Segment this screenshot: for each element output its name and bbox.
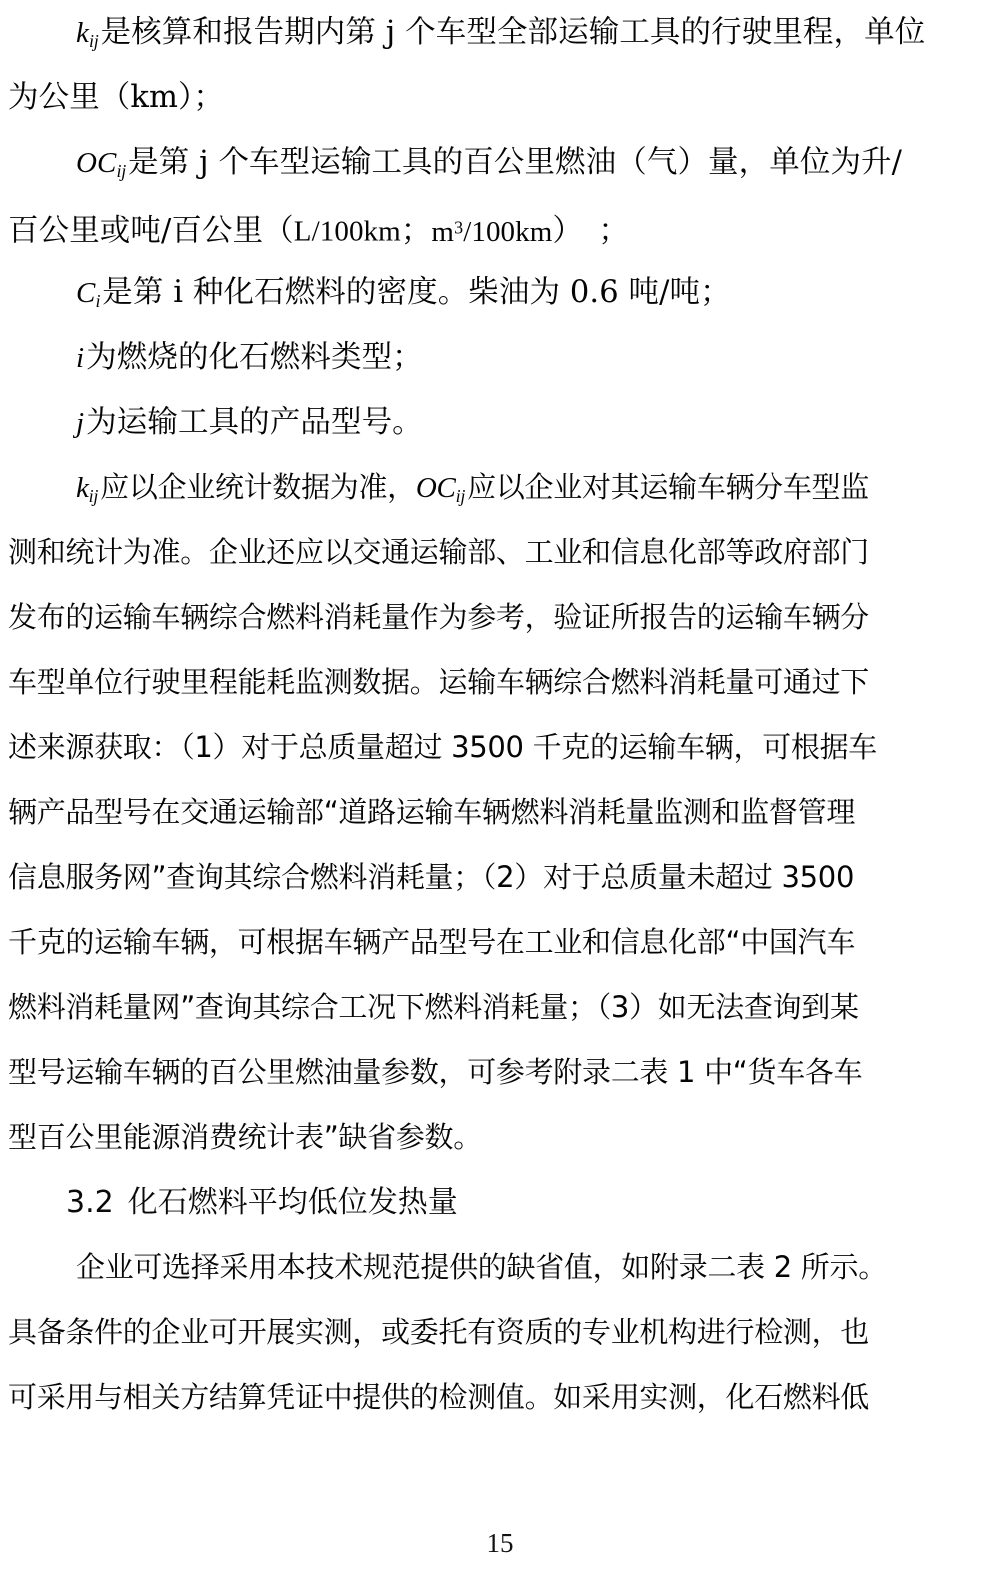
- unit-cubicmeter-per-100km: $m^3/100km$: [431, 215, 553, 248]
- definition-k-ij-line-2: [8, 65, 948, 130]
- math-variable-oc: $OC_{ij}$: [415, 472, 466, 507]
- definition-oc-ij-text-1: 是第 j 个车型运输工具的百公里燃油（气）量，单位为升/: [128, 145, 903, 180]
- math-subscript-ij: ij: [88, 31, 99, 52]
- definition-oc-ij-text-2b: ） ；: [552, 213, 629, 249]
- definition-j-line-1: [8, 390, 948, 455]
- definition-k-ij-text-1: 是核算和报告期内第 j 个车型全部运输工具的行驶里程，单位: [100, 15, 926, 50]
- math-variable-i: i: [76, 342, 85, 374]
- section-title: 化石燃料平均低位发热量: [127, 1185, 458, 1220]
- monitoring-paragraph-seg-1: 应以企业统计数据为准，: [100, 470, 416, 504]
- heating-value-paragraph-line-3: 可采用与相关方结算凭证中提供的检测值。如采用实测，化石燃料低: [8, 1380, 870, 1414]
- unit-liters-per-100km: L/100km: [293, 215, 401, 248]
- monitoring-paragraph-line-5: 述来源获取：（1）对于总质量超过 3500 千克的运输车辆，可根据车: [8, 730, 877, 764]
- monitoring-paragraph-line-4: 车型单位行驶里程能耗监测数据。运输车辆综合燃料消耗量可通过下: [8, 665, 870, 699]
- monitoring-paragraph-line-1: [8, 455, 948, 520]
- monitoring-paragraph-seg-2: 应以企业对其运输车辆分车型监: [467, 470, 869, 504]
- definition-i-text: 为燃烧的化石燃料类型；: [86, 340, 423, 375]
- monitoring-paragraph-line-7: 信息服务网”查询其综合燃料消耗量；（2）对于总质量未超过 3500: [8, 860, 855, 894]
- definition-i-line-1: [8, 325, 948, 390]
- section-heading-3-2: [8, 1170, 948, 1235]
- definition-c-i-text: 是第 i 种化石燃料的密度。柴油为 0.6 吨/吨；: [102, 275, 731, 310]
- definition-oc-ij-line-2: [8, 195, 948, 260]
- heating-value-paragraph-line-2: 具备条件的企业可开展实测，或委托有资质的专业机构进行检测，也: [8, 1315, 870, 1349]
- math-variable-j: j: [76, 407, 85, 439]
- monitoring-paragraph-line-10: 型号运输车辆的百公里燃油量参数，可参考附录二表 1 中“货车各车: [8, 1055, 863, 1089]
- definition-c-i-line-1: [8, 260, 948, 325]
- math-subscript-ij: ij: [88, 486, 99, 507]
- monitoring-paragraph-line-9: 燃料消耗量网”查询其综合工况下燃料消耗量；（3）如无法查询到某: [8, 990, 859, 1024]
- monitoring-paragraph-line-2: 测和统计为准。企业还应以交通运输部、工业和信息化部等政府部门: [8, 535, 870, 569]
- definition-j-text: 为运输工具的产品型号。: [86, 405, 423, 440]
- page-number: 15: [486, 1528, 514, 1558]
- math-variable-k: $k_{ij}$: [76, 472, 99, 507]
- definition-k-ij-text-2: 为公里（km）；: [8, 80, 224, 115]
- unit-separator: ；: [400, 213, 432, 249]
- math-subscript-ij: ij: [116, 161, 127, 182]
- text-column: [8, 0, 948, 1430]
- monitoring-paragraph-line-3: 发布的运输车辆综合燃料消耗量作为参考，验证所报告的运输车辆分: [8, 600, 870, 634]
- math-variable-c: $C_i$: [76, 277, 101, 312]
- definition-oc-ij-text-2a: 百公里或吨/百公里（: [8, 213, 294, 249]
- monitoring-paragraph-line-11: 型百公里能源消费统计表”缺省参数。: [8, 1120, 482, 1154]
- heating-value-paragraph-line-1: 企业可选择采用本技术规范提供的缺省值，如附录二表 2 所示。: [76, 1250, 887, 1284]
- definition-k-ij-line-1: [8, 0, 948, 65]
- superscript-three: 3: [454, 217, 464, 237]
- monitoring-paragraph-line-8: 千克的运输车辆，可根据车辆产品型号在工业和信息化部“中国汽车: [8, 925, 856, 959]
- math-variable-k: $k_{ij}$: [76, 17, 99, 52]
- math-subscript-i: i: [95, 291, 101, 312]
- monitoring-paragraph-line-6: 辆产品型号在交通运输部“道路运输车辆燃料消耗量监测和监督管理: [8, 795, 856, 829]
- math-variable-oc: $OC_{ij}$: [76, 147, 127, 182]
- definition-oc-ij-line-1: [8, 130, 948, 195]
- section-number: 3.2: [66, 1185, 114, 1220]
- math-subscript-ij: ij: [455, 486, 466, 507]
